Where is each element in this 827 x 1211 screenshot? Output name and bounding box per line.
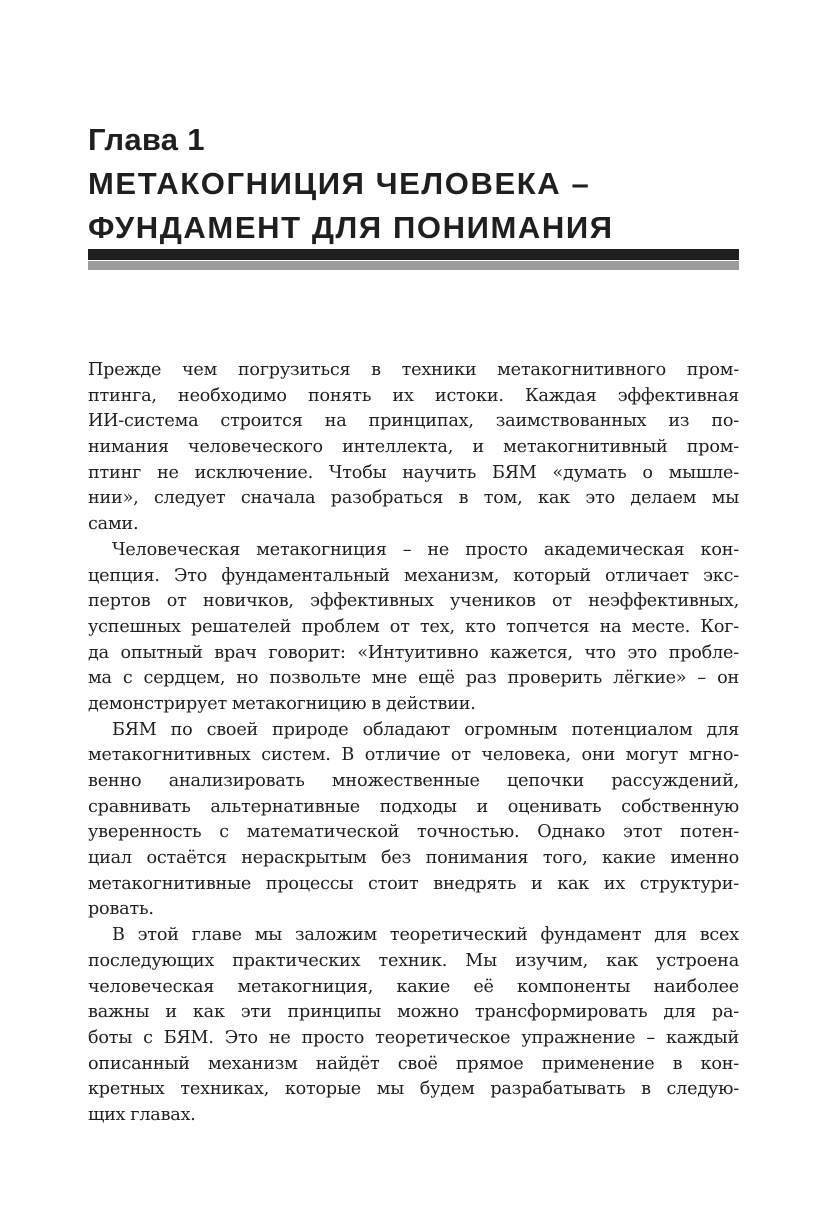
text-line: щих главах. [88, 1104, 196, 1125]
text-line: Человеческая метакогниция – не просто академическая кон- [112, 539, 739, 560]
chapter-number: Глава 1 [88, 122, 205, 157]
text-line: кретных техниках, которые мы будем разрабатывать в следую- [88, 1079, 739, 1100]
text-line: В этой главе мы заложим теоретический фундамент для всех [112, 925, 739, 946]
text-line: описанный механизм найдёт своё прямое применение в кон- [88, 1053, 739, 1074]
paragraph [88, 358, 739, 538]
text-line: ИИ-система строится на принципах, заимствованных из по- [88, 411, 739, 432]
paragraph [88, 718, 739, 924]
text-line: пертов от новичков, эффективных учеников от неэффективных, [88, 591, 739, 612]
paragraph [88, 538, 739, 718]
text-line: птинг не исключение. Чтобы научить БЯМ «думать о мышле- [88, 462, 739, 483]
text-line: нии», следует сначала разобраться в том, как это делаем мы [88, 488, 739, 509]
text-line: нимания человеческого интеллекта, и метакогнитивный пром- [88, 437, 739, 458]
title-rule-dark [88, 249, 739, 260]
text-line: демонстрирует метакогницию в действии. [88, 693, 476, 714]
text-line: успешных решателей проблем от тех, кто топчется на месте. Ког- [88, 616, 739, 637]
text-line: важны и как эти принципы можно трансформировать для ра- [88, 1002, 739, 1023]
text-line: человеческая метакогниция, какие её компоненты наиболее [88, 976, 739, 997]
text-line: боты с БЯМ. Это не просто теоретическое упражнение – каждый [88, 1027, 739, 1048]
text-line: циал остаётся нераскрытым без понимания того, какие именно [88, 848, 739, 869]
text-line: последующих практических техник. Мы изучим, как устроена [88, 950, 739, 971]
text-line: ровать. [88, 899, 154, 920]
text-line: ма с сердцем, но позвольте мне ещё раз проверить лёгкие» – он [88, 668, 739, 689]
body-text [88, 358, 739, 1129]
text-line: сравнивать альтернативные подходы и оценивать собственную [88, 796, 739, 817]
text-line: метакогнитивные процессы стоит внедрять и как их структури- [88, 873, 739, 894]
paragraph [88, 923, 739, 1129]
chapter-title-line: МЕТАКОГНИЦИЯ ЧЕЛОВЕКА – [88, 166, 591, 201]
chapter-title-line: ФУНДАМЕНТ ДЛЯ ПОНИМАНИЯ [88, 210, 614, 245]
text-line: БЯМ по своей природе обладают огромным потенциалом для [112, 719, 739, 740]
text-line: цепция. Это фундаментальный механизм, который отличает экс- [88, 565, 739, 586]
title-rule-gray [88, 261, 739, 270]
text-line: сами. [88, 514, 139, 535]
text-line: уверенность с математической точностью. Однако этот потен- [88, 822, 739, 843]
text-line: Прежде чем погрузиться в техники метакогнитивного пром- [88, 360, 739, 380]
text-line: птинга, необходимо понять их истоки. Каждая эффективная [88, 385, 739, 406]
text-line: метакогнитивных систем. В отличие от человека, они могут мгно- [88, 745, 739, 766]
chapter-header [88, 118, 738, 250]
text-line: венно анализировать множественные цепочки рассуждений, [88, 771, 739, 791]
text-line: да опытный врач говорит: «Интуитивно кажется, что это пробле- [88, 642, 739, 663]
